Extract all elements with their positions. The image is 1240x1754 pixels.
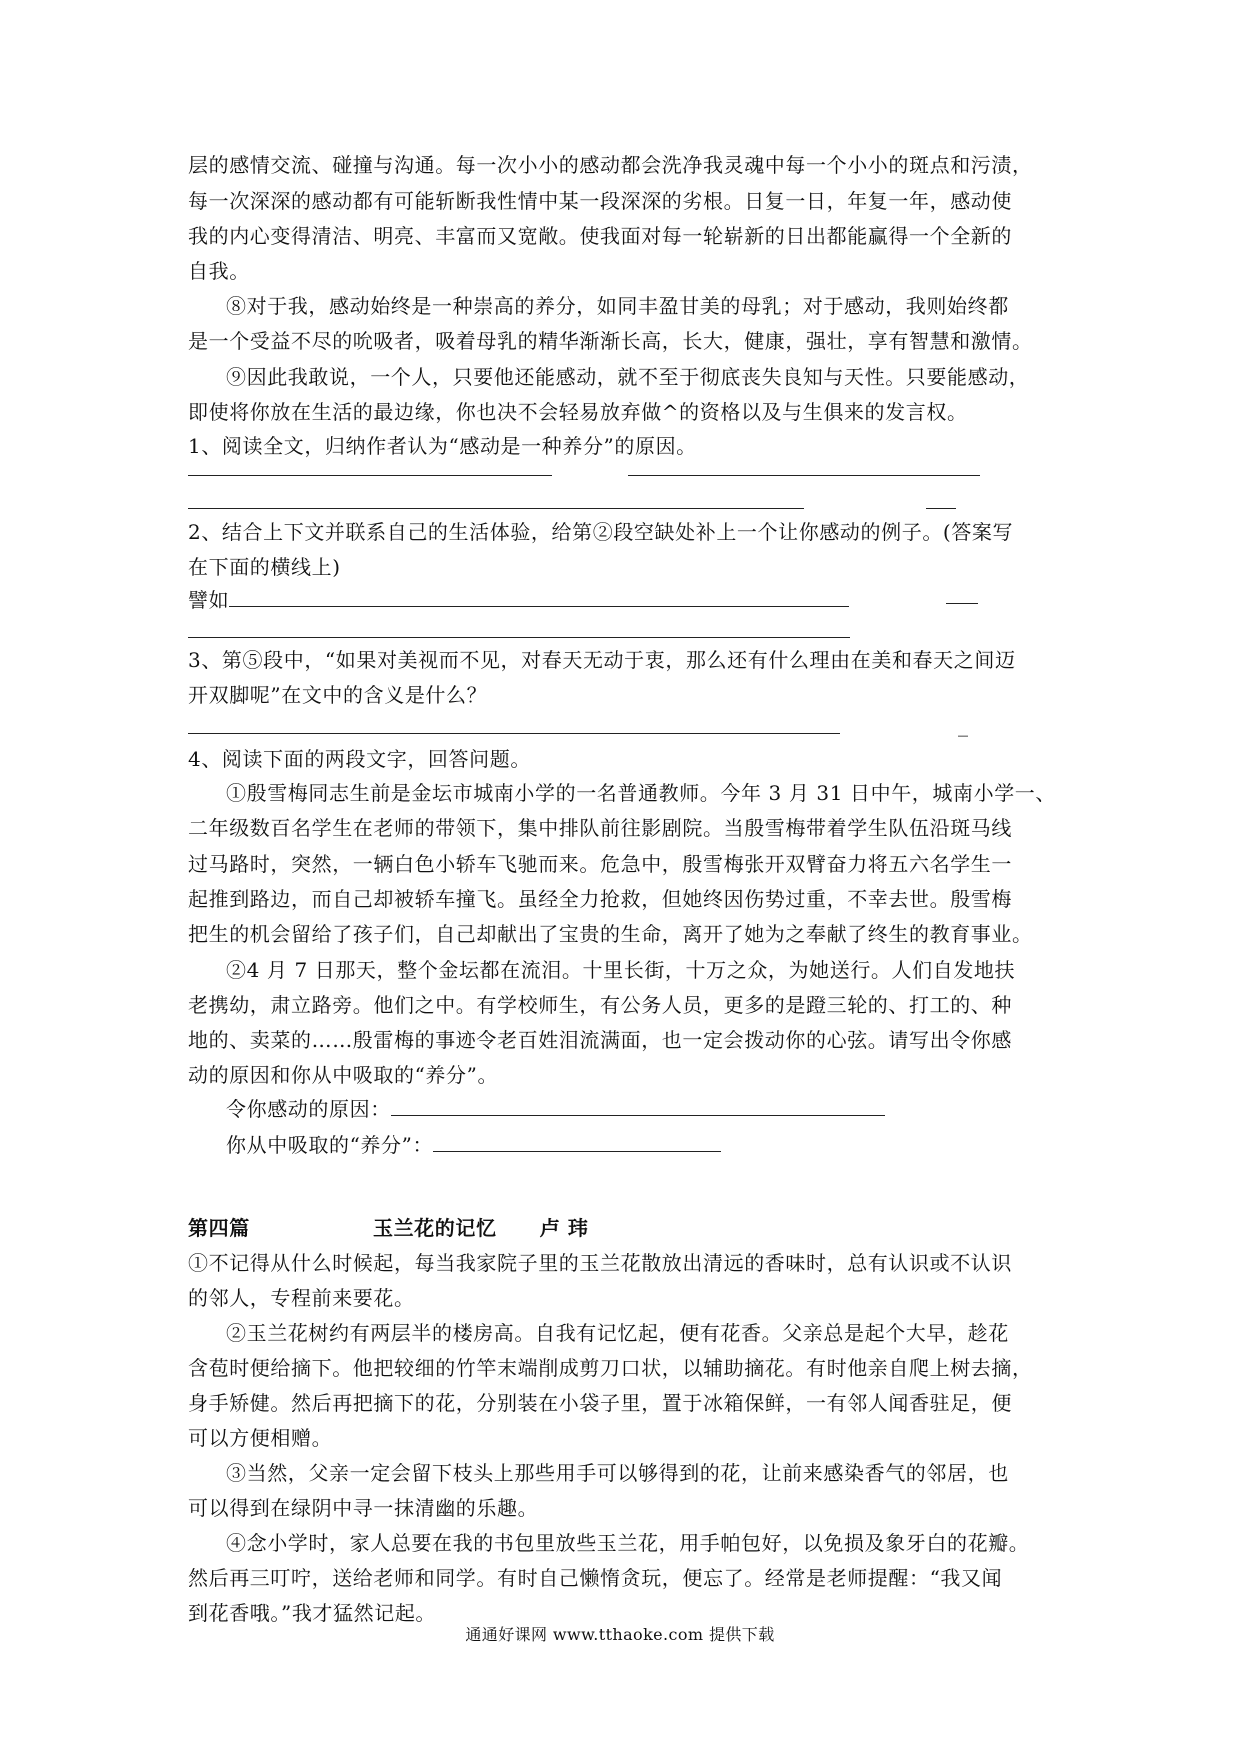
question-4-passage-2-line: 地的、卖菜的……殷雷梅的事迹令老百姓泪流满面，也一定会拨动你的心弦。请写出令你感 <box>188 1028 1012 1052</box>
question-2-answer-row <box>188 585 849 615</box>
question-4-nutrient-label: 你从中吸取的“养分”： <box>226 1133 434 1157</box>
question-4-passage-1-line: 把生的机会留给了孩子们，自己却献出了宝贵的生命，离开了她为之奉献了终生的教育事业。 <box>188 922 1033 946</box>
paragraph-9-line: 即使将你放在生活的最边缘，你也决不会轻易放弃做^的资格以及与生俱来的发言权。 <box>188 400 968 424</box>
question-2-line: 在下面的横线上) <box>188 555 341 579</box>
answer-line-q2[interactable] <box>188 637 850 638</box>
section-4-heading <box>188 1213 589 1243</box>
answer-line-q4-nutrient[interactable] <box>433 1133 721 1152</box>
question-4: 4、阅读下面的两段文字，回答问题。 <box>188 747 531 771</box>
question-2-prefix: 譬如 <box>188 588 230 612</box>
question-4-reason-row <box>226 1094 885 1124</box>
paragraph-7-line: 我的内心变得清洁、明亮、丰富而又宽敞。使我面对每一轮崭新的日出都能赢得一个全新的 <box>188 224 1012 248</box>
section-4-paragraph-1-line: 的邻人，专程前来要花。 <box>188 1286 415 1310</box>
question-1: 1、阅读全文，归纳作者认为“感动是一种养分”的原因。 <box>188 434 697 458</box>
section-4-paragraph-2-line: 可以方便相赠。 <box>188 1426 333 1450</box>
paragraph-8-line: 是一个受益不尽的吮吸者，吸着母乳的精华渐渐长高，长大，健康，强壮，享有智慧和激情。 <box>188 329 1033 353</box>
paragraph-9-line: ⑨因此我敢说，一个人，只要他还能感动，就不至于彻底丧失良知与天性。只要能感动， <box>226 365 1030 389</box>
paragraph-8-line: ⑧对于我，感动始终是一种崇高的养分，如同丰盈甘美的母乳；对于感动，我则始终都 <box>226 294 1009 318</box>
question-2-line: 2、结合上下文并联系自己的生活体验，给第②段空缺处补上一个让你感动的例子。(答案写 <box>188 520 1014 544</box>
answer-line-q1[interactable] <box>628 475 980 476</box>
question-4-passage-1-line: 二年级数百名学生在老师的带领下，集中排队前往影剧院。当殷雪梅带着学生队伍沿斑马线 <box>188 816 1012 840</box>
section-4-paragraph-2-line: 含苞时便给摘下。他把较细的竹竿末端削成剪刀口状，以辅助摘花。有时他亲自爬上树去摘， <box>188 1356 1033 1380</box>
question-3-line: 3、第⑤段中，“如果对美视而不见，对春天无动于衷，那么还有什么理由在美和春天之间迈 <box>188 648 1016 672</box>
section-4-paragraph-3-line: ③当然，父亲一定会留下枝头上那些用手可以够得到的花，让前来感染香气的邻居，也 <box>226 1461 1009 1485</box>
question-4-nutrient-row <box>226 1130 721 1160</box>
section-4-paragraph-3-line: 可以得到在绿阴中寻一抹清幽的乐趣。 <box>188 1496 539 1520</box>
answer-line-q1[interactable] <box>188 475 552 476</box>
section-4-paragraph-4-line: ④念小学时，家人总要在我的书包里放些玉兰花，用手帕包好，以免损及象牙白的花瓣。 <box>226 1531 1030 1555</box>
section-4-paragraph-4-line: 然后再三叮咛，送给老师和同学。有时自己懒惰贪玩，便忘了。经常是老师提醒：“我又闻 <box>188 1566 1003 1590</box>
section-4-label: 第四篇 <box>188 1216 250 1240</box>
paragraph-7-line: 层的感情交流、碰撞与沟通。每一次小小的感动都会洗净我灵魂中每一个小小的斑点和污渍， <box>188 153 1033 177</box>
section-4-paragraph-2-line: 身手矫健。然后再把摘下的花，分别装在小袋子里，置于冰箱保鲜，一有邻人闻香驻足，便 <box>188 1391 1012 1415</box>
question-4-passage-1-line: ①殷雪梅同志生前是金坛市城南小学的一名普通教师。今年 3 月 31 日中午，城南小学一、 <box>226 781 1057 805</box>
question-3-mark: _ <box>958 713 969 737</box>
answer-line-q2[interactable] <box>946 603 978 604</box>
answer-line-q1[interactable] <box>926 508 956 509</box>
paragraph-7-line: 每一次深深的感动都有可能斩断我性情中某一段深深的劣根。日复一日，年复一年，感动使 <box>188 189 1012 213</box>
answer-line-q4-reason[interactable] <box>391 1097 885 1116</box>
question-3-line: 开双脚呢”在文中的含义是什么？ <box>188 683 488 707</box>
question-4-reason-label: 令你感动的原因： <box>226 1097 391 1121</box>
section-4-paragraph-4-line: 到花香哦。”我才猛然记起。 <box>188 1601 437 1625</box>
section-4-paragraph-1-line: ①不记得从什么时候起，每当我家院子里的玉兰花散放出清远的香味时，总有认识或不认识 <box>188 1251 1012 1275</box>
question-4-passage-1-line: 起推到路边，而自己却被轿车撞飞。虽经全力抢救，但她终因伤势过重，不幸去世。殷雪梅 <box>188 887 1012 911</box>
section-4-paragraph-2-line: ②玉兰花树约有两层半的楼房高。自我有记忆起，便有花香。父亲总是起个大早，趁花 <box>226 1321 1009 1345</box>
answer-line-q1[interactable] <box>188 508 804 509</box>
question-4-passage-2-line: ②4 月 7 日那天，整个金坛都在流泪。十里长街，十万之众，为她送行。人们自发地扶 <box>226 958 1016 982</box>
question-4-passage-1-line: 过马路时，突然，一辆白色小轿车飞驰而来。危急中，殷雪梅张开双臂奋力将五六名学生一 <box>188 852 1012 876</box>
answer-line-q2[interactable] <box>229 588 849 607</box>
page-footer: 通通好课网 www.tthaoke.com 提供下载 <box>465 1625 775 1644</box>
paragraph-7-line: 自我。 <box>188 259 250 283</box>
question-4-passage-2-line: 老携幼，肃立路旁。他们之中。有学校师生，有公务人员，更多的是蹬三轮的、打工的、种 <box>188 993 1012 1017</box>
section-4-author: 卢 玮 <box>539 1216 589 1240</box>
answer-line-q3[interactable] <box>188 733 840 734</box>
question-4-passage-2-line: 动的原因和你从中吸取的“养分”。 <box>188 1063 499 1087</box>
section-4-title: 玉兰花的记忆 <box>372 1216 497 1240</box>
